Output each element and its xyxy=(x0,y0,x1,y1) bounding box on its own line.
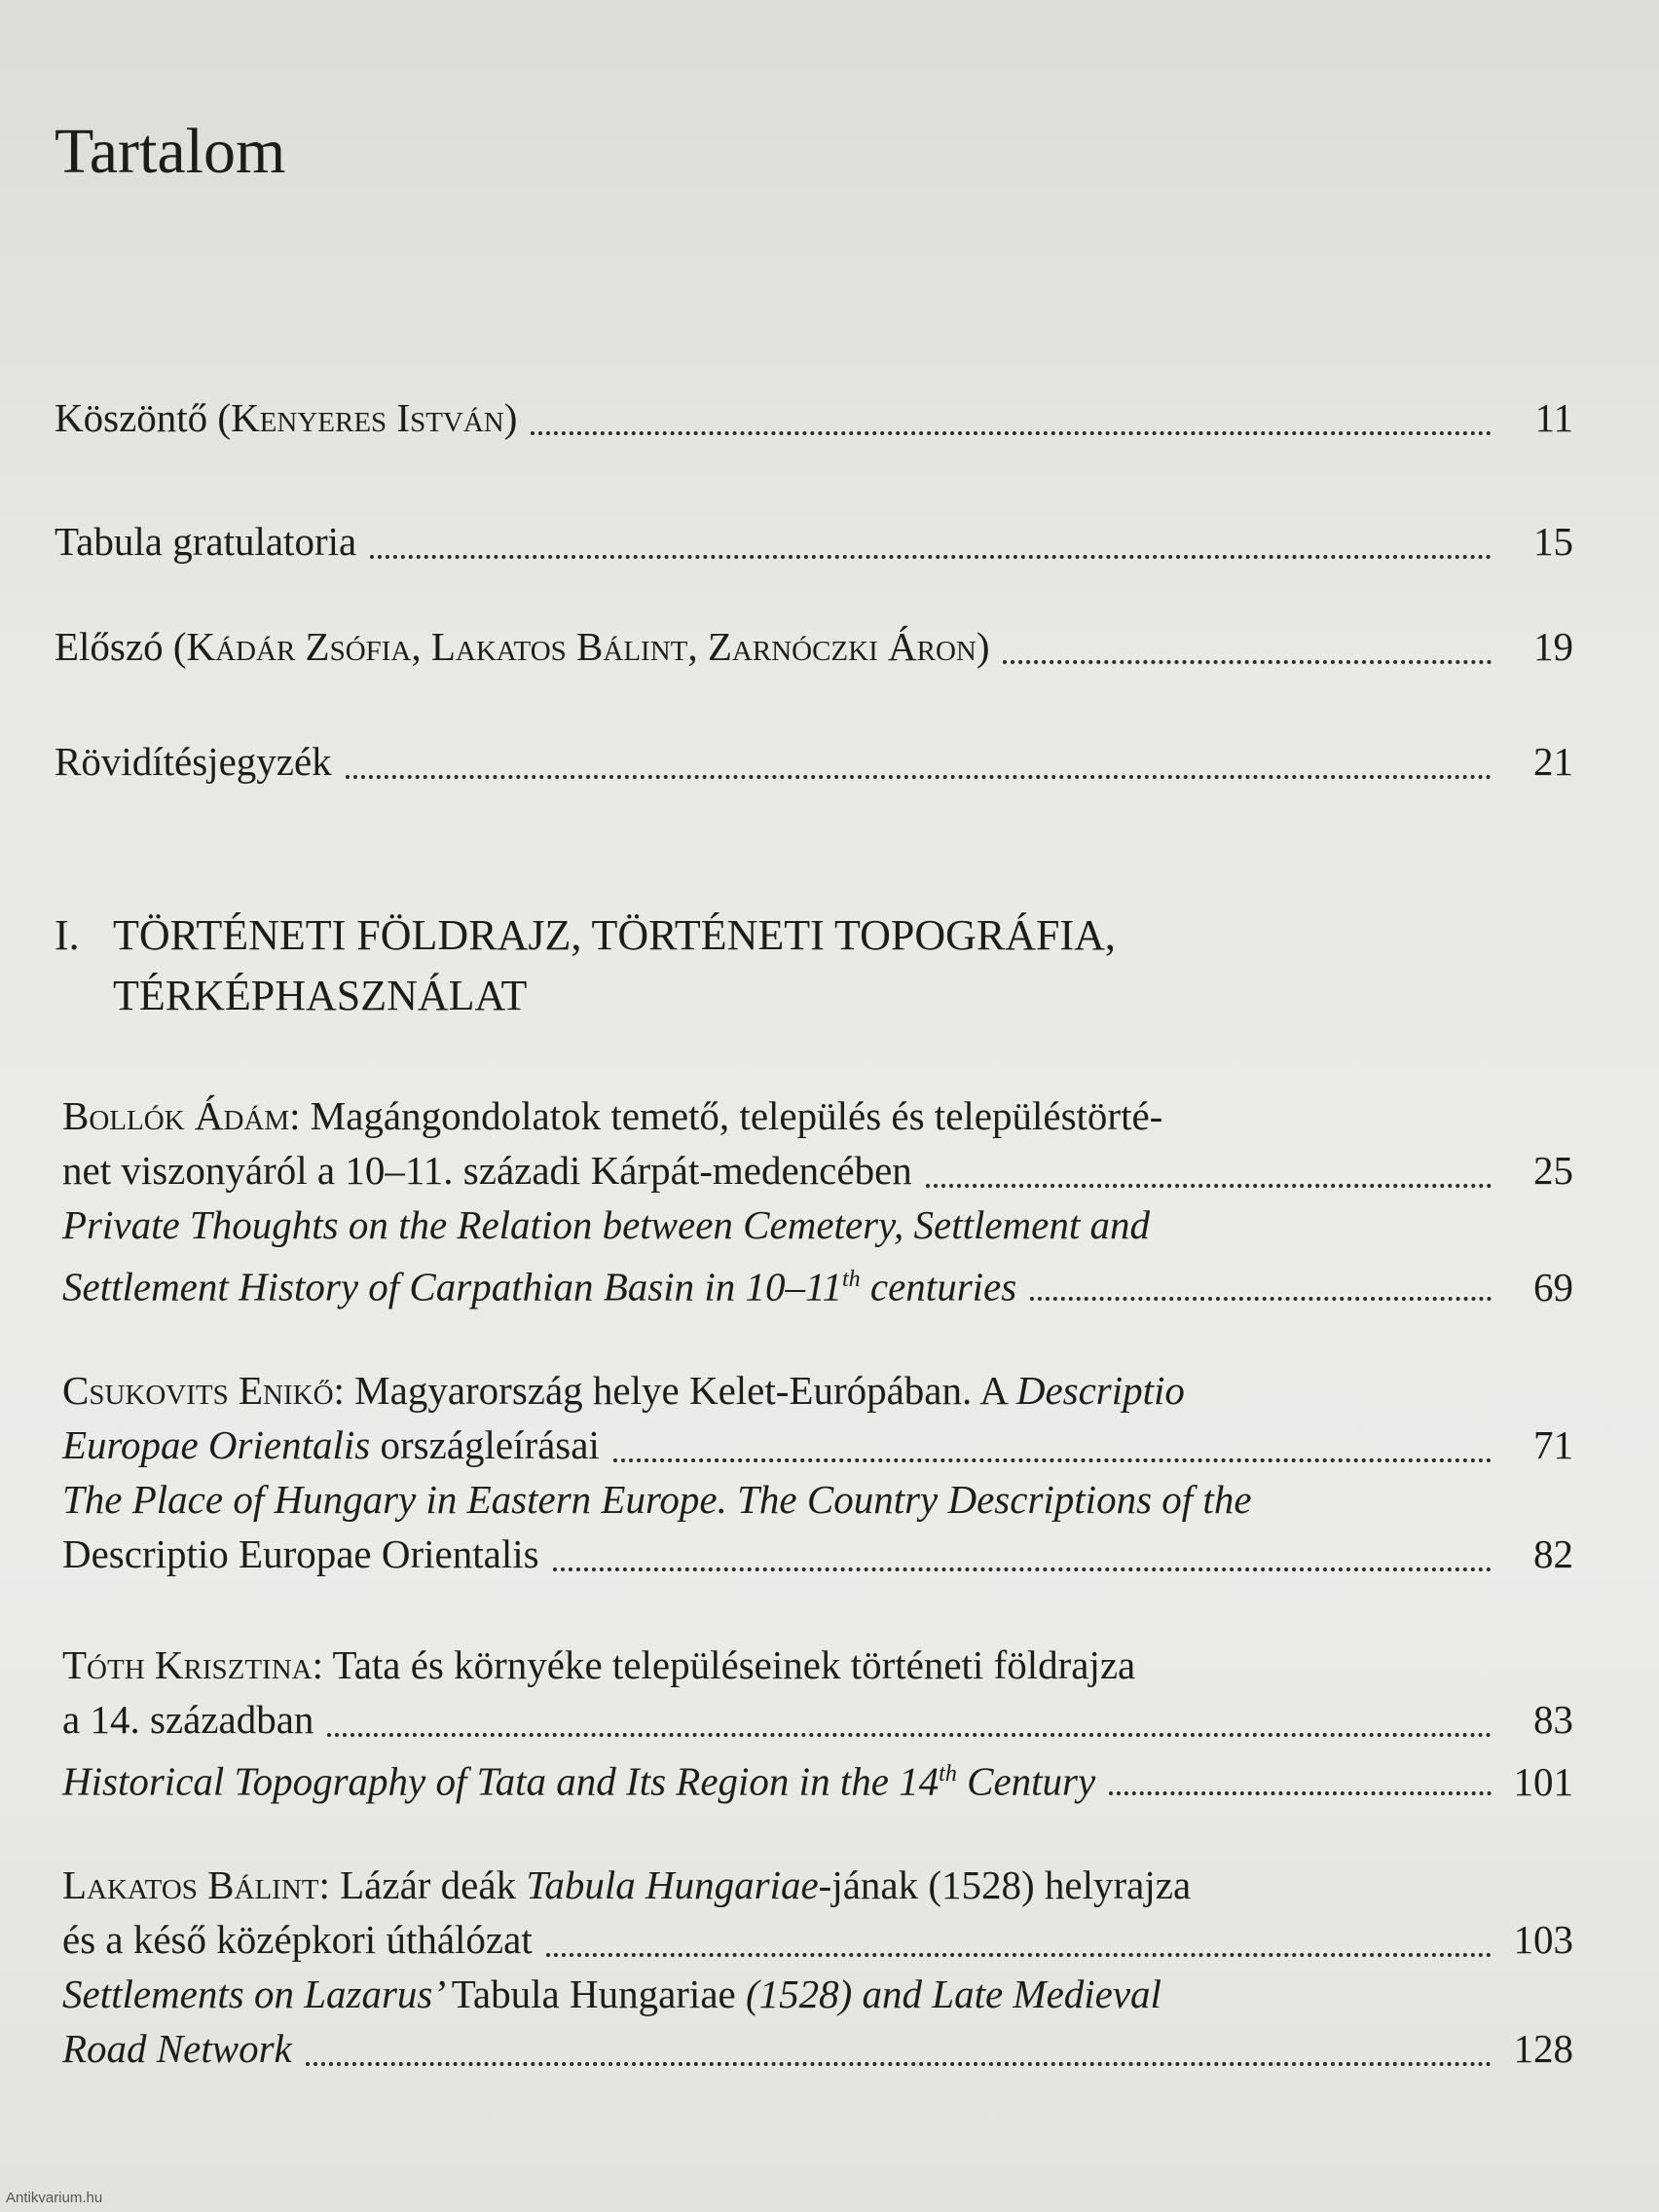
dot-leader xyxy=(1109,1780,1492,1795)
dot-leader xyxy=(1030,1285,1492,1301)
toc-entry-bollok: Bollók Ádám: Magángondolatok temető, település és településtörté- net viszonyáról a 10–11. századi Kárpát-medencében 25 Private Thoughts on the Relation between Cemetery, Settlement and Settlement History of Carpathian Basin in 10–11th centuries 69 xyxy=(62,1088,1573,1314)
page-number: 11 xyxy=(1534,395,1573,440)
page-number: 19 xyxy=(1533,624,1573,669)
page-number: 25 xyxy=(1533,1148,1573,1193)
dot-leader xyxy=(370,543,1492,559)
page-number: 103 xyxy=(1513,1917,1573,1962)
page-number: 83 xyxy=(1533,1697,1573,1742)
page-number: 71 xyxy=(1533,1422,1573,1467)
toc-entry-lakatos: Lakatos Bálint: Lázár deák Tabula Hungariae-jának (1528) helyrajza és a késő középkori úthálózat 103 Settlements on Lazarus’ Tabula Hungariae (1528) and Late Medieval Road Network 128 xyxy=(62,1858,1573,2076)
page-number: 15 xyxy=(1533,519,1573,564)
dot-leader xyxy=(327,1721,1492,1737)
toc-entry-tabula: Tabula gratulatoria 15 xyxy=(55,519,1573,564)
dot-leader xyxy=(553,1556,1492,1571)
entry-author: Lakatos Bálint: xyxy=(62,1862,330,1907)
entry-author: Csukovits Enikő: xyxy=(62,1368,345,1413)
dot-leader xyxy=(346,763,1492,779)
watermark: Antikvarium.hu xyxy=(6,2190,103,2206)
toc-entry-eloszo: Előszó (Kádár Zsófia, Lakatos Bálint, Zarnóczki Áron) 19 xyxy=(55,624,1573,669)
page-title: Tartalom xyxy=(55,116,286,187)
page-number: 69 xyxy=(1533,1264,1573,1309)
page-number: 101 xyxy=(1513,1758,1573,1804)
toc-entry-toth: Tóth Krisztina: Tata és környéke településeinek történeti földrajza a 14. században 83 Historical Topography of Tata and Its Region in the 14th Century 101 xyxy=(62,1638,1573,1809)
dot-leader xyxy=(613,1447,1492,1462)
toc-entry-csukovits: Csukovits Enikő: Magyarország helye Kelet-Európában. A Descriptio Europae Orientalis országleírásai 71 The Place of Hungary in Eastern Europe. The Country Descriptions of the Descriptio Europae Orientalis 82 xyxy=(62,1363,1573,1581)
toc-entry-roviditesek: Rövidítésjegyzék 21 xyxy=(55,739,1573,784)
dot-leader xyxy=(926,1172,1492,1188)
toc-page xyxy=(55,0,1593,2212)
dot-leader xyxy=(546,1941,1492,1957)
section-heading: I. TÖRTÉNETI FÖLDRAJZ, TÖRTÉNETI TOPOGRÁFIA, TÉRKÉPHASZNÁLAT xyxy=(55,911,1116,1019)
page-number: 21 xyxy=(1533,739,1573,784)
toc-entry-koszonto: Köszöntő (Kenyeres István) 11 xyxy=(55,395,1573,440)
dot-leader xyxy=(306,2050,1492,2066)
entry-author: Tóth Krisztina: xyxy=(62,1642,323,1687)
dot-leader xyxy=(531,420,1492,435)
entry-author: Bollók Ádám: xyxy=(62,1093,301,1138)
page-number: 128 xyxy=(1513,2026,1573,2071)
dot-leader xyxy=(1003,648,1492,664)
page-number: 82 xyxy=(1533,1531,1573,1576)
